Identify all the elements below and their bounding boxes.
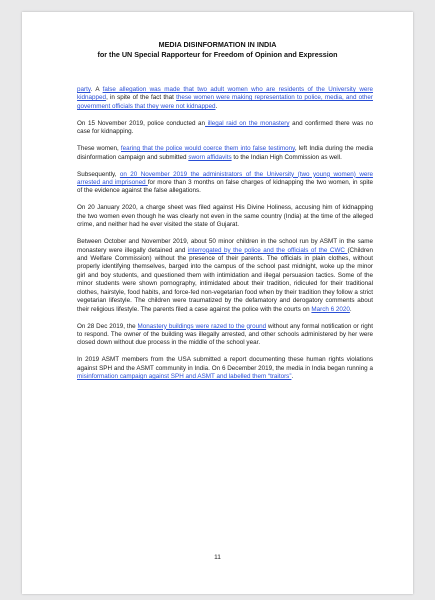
paragraph [77, 356, 373, 381]
text-run: , left India during the media disinformation campaign and submitted [77, 145, 373, 161]
paragraph [77, 171, 373, 196]
paragraph [77, 238, 373, 314]
link[interactable]: interrogated by the police and the officials of the CWC [187, 246, 348, 254]
text-run: . A [90, 86, 103, 93]
link[interactable]: sworn affidavits [188, 153, 232, 161]
text-run: . [215, 102, 218, 110]
header-subtitle: for the UN Special Rapporteur for Freedom of Opinion and Expression [97, 50, 338, 59]
text-run: Between October and November 2019, about 50 minor children in the school run by ASMT in the same monastery were illegally detained and [77, 238, 373, 254]
link[interactable]: Monastery buildings were razed to the ground [137, 322, 267, 330]
text-run: for more than 3 months on false charges of kidnapping the two women, in spite of the evidence against the false allegations. [77, 179, 373, 195]
link[interactable]: party [77, 86, 91, 93]
body-text [77, 86, 373, 390]
document-page [22, 12, 413, 594]
link[interactable]: misinformation campaign against SPH and ASMT and labelled them “traitors” [77, 373, 292, 381]
text-run: On 15 November 2019, police conducted an [77, 119, 206, 127]
header-title: MEDIA DISINFORMATION IN INDIA [158, 40, 277, 49]
text-run: These women, [77, 145, 121, 153]
text-run: . [349, 305, 352, 313]
text-run: In 2019 ASMT members from the USA submitted a report documenting these human rights violations against SPH and the ASMT community in India. On 6 December 2019, the media in India began running a [77, 356, 373, 372]
text-run: and confirmed there was no case for kidnapping. [77, 119, 373, 136]
paragraph [77, 204, 373, 229]
link[interactable]: fearing that the police would coerce them into false testimony [120, 145, 295, 153]
text-run: to the Indian High Commission as well. [231, 153, 342, 161]
link[interactable]: illegal raid on the monastery [205, 119, 290, 127]
text-run: . [291, 373, 294, 381]
text-run: , in spite of the fact that [106, 94, 177, 102]
link[interactable]: false allegation was made that two adult women who are residents of the University were kidnapped [77, 86, 373, 102]
page-number: 11 [214, 554, 221, 561]
text-run: On 20 January 2020, a charge sheet was filed against His Divine Holiness, accusing him of kidnapping the two women even though he was clearly not even in the same country (India) at the time of the alleged crime, and neither had he ever visited the state of Gujarat. [77, 204, 373, 229]
paragraph [77, 145, 373, 162]
paragraph [77, 120, 373, 137]
link[interactable]: March 6 2020 [311, 305, 350, 313]
paragraph [77, 323, 373, 348]
text-run: without any formal notification or right to respond. The owner of the building was illegally arrested, and other schools administered by her were closed down without due process in the middle of the school year. [77, 322, 373, 347]
page-header [22, 40, 413, 60]
paragraph [77, 86, 373, 111]
link[interactable]: these women were making representation to police, media, and other government officials that they were not kidnapped [77, 94, 373, 110]
text-run: (Children and Welfare Commission) without the presence of their parents. The officials in plain clothes, without properly identifying themselves, barged into the campus of the school past midnight, woke up the minor girl and boy students, and questioned them with intimidation and illegal persuasion tactics. Some of the minor students were shown pornography, intimidated about their tradition, ridiculed for their traditional clothes, hairstyle, food habits, and force-fed non-vegetarian food when by their tradition they follow a strict vegetarian lifestyle. The children were traumatized by the defamatory and derogatory comments about their religious lifestyle. The parents filed a case against the police with the courts on [77, 246, 373, 313]
text-run: On 28 Dec 2019, the [77, 322, 138, 330]
text-run: Subsequently, [77, 170, 120, 178]
link[interactable]: on 20 November 2019 the administrators of the University (two young women) were arrested and imprisoned [77, 170, 373, 187]
